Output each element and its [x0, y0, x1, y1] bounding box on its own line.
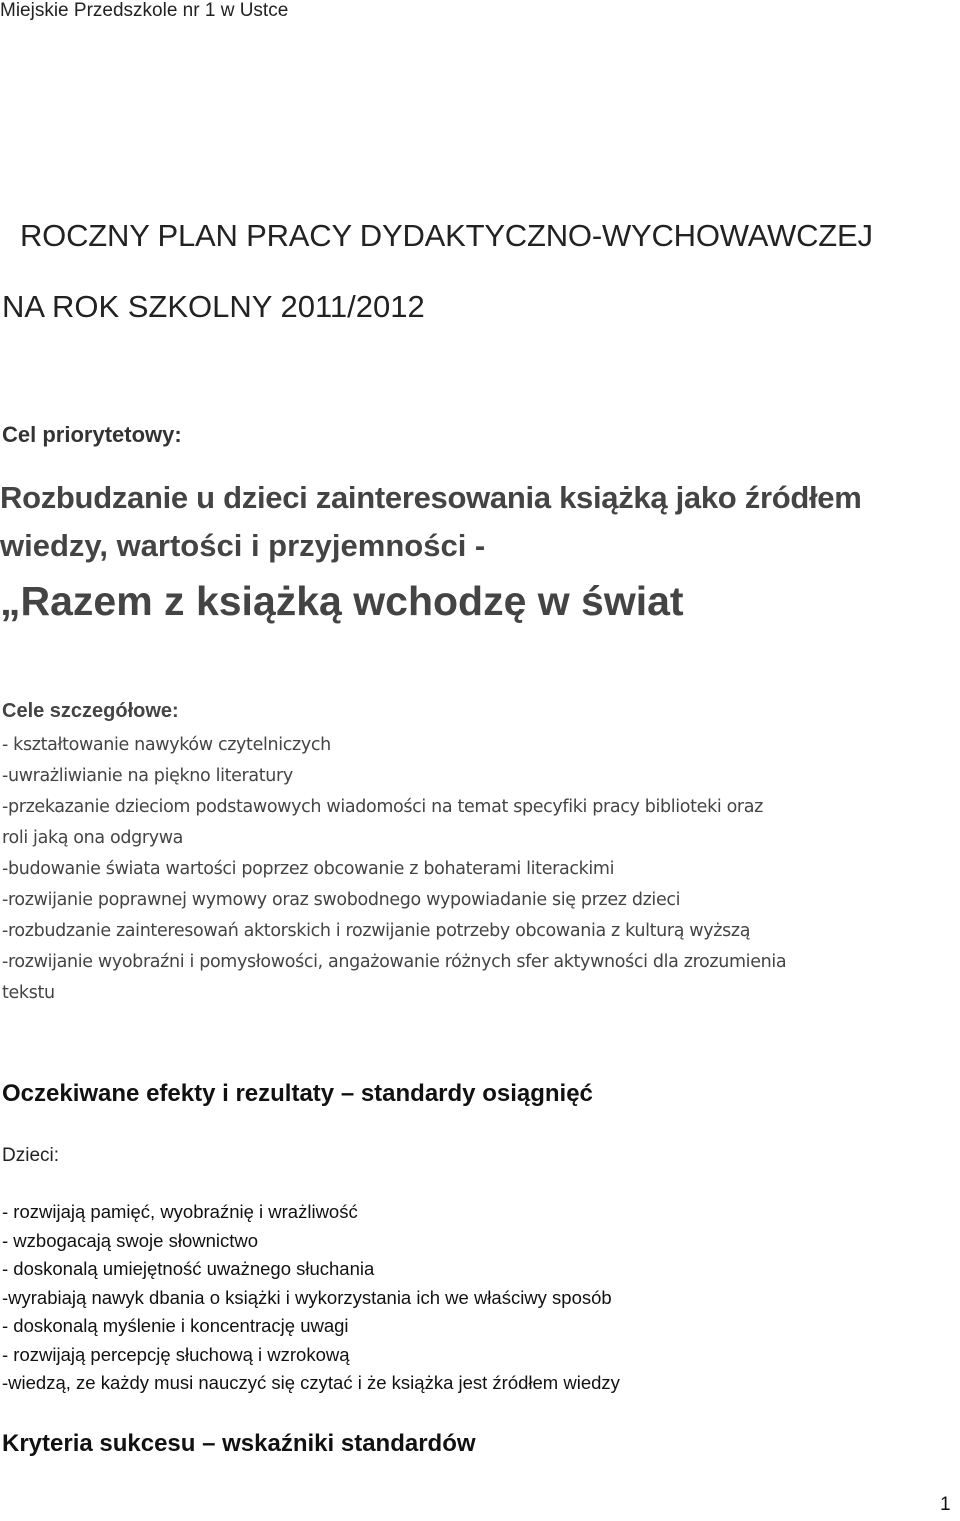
effect-item: -wiedzą, ze każdy musi nauczyć się czytać i że książka jest źródłem wiedzy — [2, 1372, 620, 1393]
detailed-goal-line: -uwrażliwianie na piękno literatury — [2, 766, 293, 786]
document-title-line-2: NA ROK SZKOLNY 2011/2012 — [2, 289, 425, 324]
detailed-goals-heading: Cele szczegółowe: — [2, 700, 179, 722]
children-label: Dzieci: — [2, 1145, 60, 1166]
effect-item: -wyrabiają nawyk dbania o książki i wykorzystania ich we właściwy sposób — [2, 1287, 612, 1308]
priority-goal-line-1: Rozbudzanie u dzieci zainteresowania książką jako źródłem — [0, 480, 862, 515]
effect-item: - doskonalą myślenie i koncentrację uwagi — [2, 1315, 349, 1336]
detailed-goal-line: -rozwijanie wyobraźni i pomysłowości, angażowanie różnych sfer aktywności dla zrozumienia — [2, 952, 787, 972]
detailed-goal-line: tekstu — [2, 983, 55, 1003]
page-number: 1 — [940, 1494, 951, 1515]
effect-item: - rozwijają pamięć, wyobraźnię i wrażliwość — [2, 1201, 358, 1222]
detailed-goal-line: roli jaką ona odgrywa — [2, 828, 184, 848]
priority-motto: „Razem z książką wchodzę w świat — [0, 578, 684, 624]
effect-item: - wzbogacają swoje słownictwo — [2, 1230, 259, 1251]
success-criteria-heading: Kryteria sukcesu – wskaźniki standardów — [2, 1430, 476, 1457]
detailed-goal-line: -rozbudzanie zainteresowań aktorskich i rozwijanie potrzeby obcowania z kulturą wyższą — [2, 921, 751, 941]
effect-item: - rozwijają percepcję słuchową i wzrokową — [2, 1344, 350, 1365]
priority-goal-line-2: wiedzy, wartości i przyjemności - — [0, 528, 486, 563]
detailed-goal-line: - kształtowanie nawyków czytelniczych — [2, 735, 331, 755]
priority-goal-label: Cel priorytetowy: — [2, 422, 182, 447]
effect-item: - doskonalą umiejętność uważnego słuchania — [2, 1258, 375, 1279]
detailed-goal-line: -rozwijanie poprawnej wymowy oraz swobodnego wypowiadanie się przez dzieci — [2, 890, 681, 910]
detailed-goal-line: -budowanie świata wartości poprzez obcowanie z bohaterami literackimi — [2, 859, 615, 879]
document-header: Miejskie Przedszkole nr 1 w Ustce — [0, 0, 289, 21]
expected-effects-heading: Oczekiwane efekty i rezultaty – standardy osiągnięć — [2, 1080, 593, 1107]
detailed-goal-line: -przekazanie dzieciom podstawowych wiadomości na temat specyfiki pracy biblioteki oraz — [2, 797, 763, 817]
document-title-line-1: ROCZNY PLAN PRACY DYDAKTYCZNO-WYCHOWAWCZEJ — [20, 218, 873, 253]
